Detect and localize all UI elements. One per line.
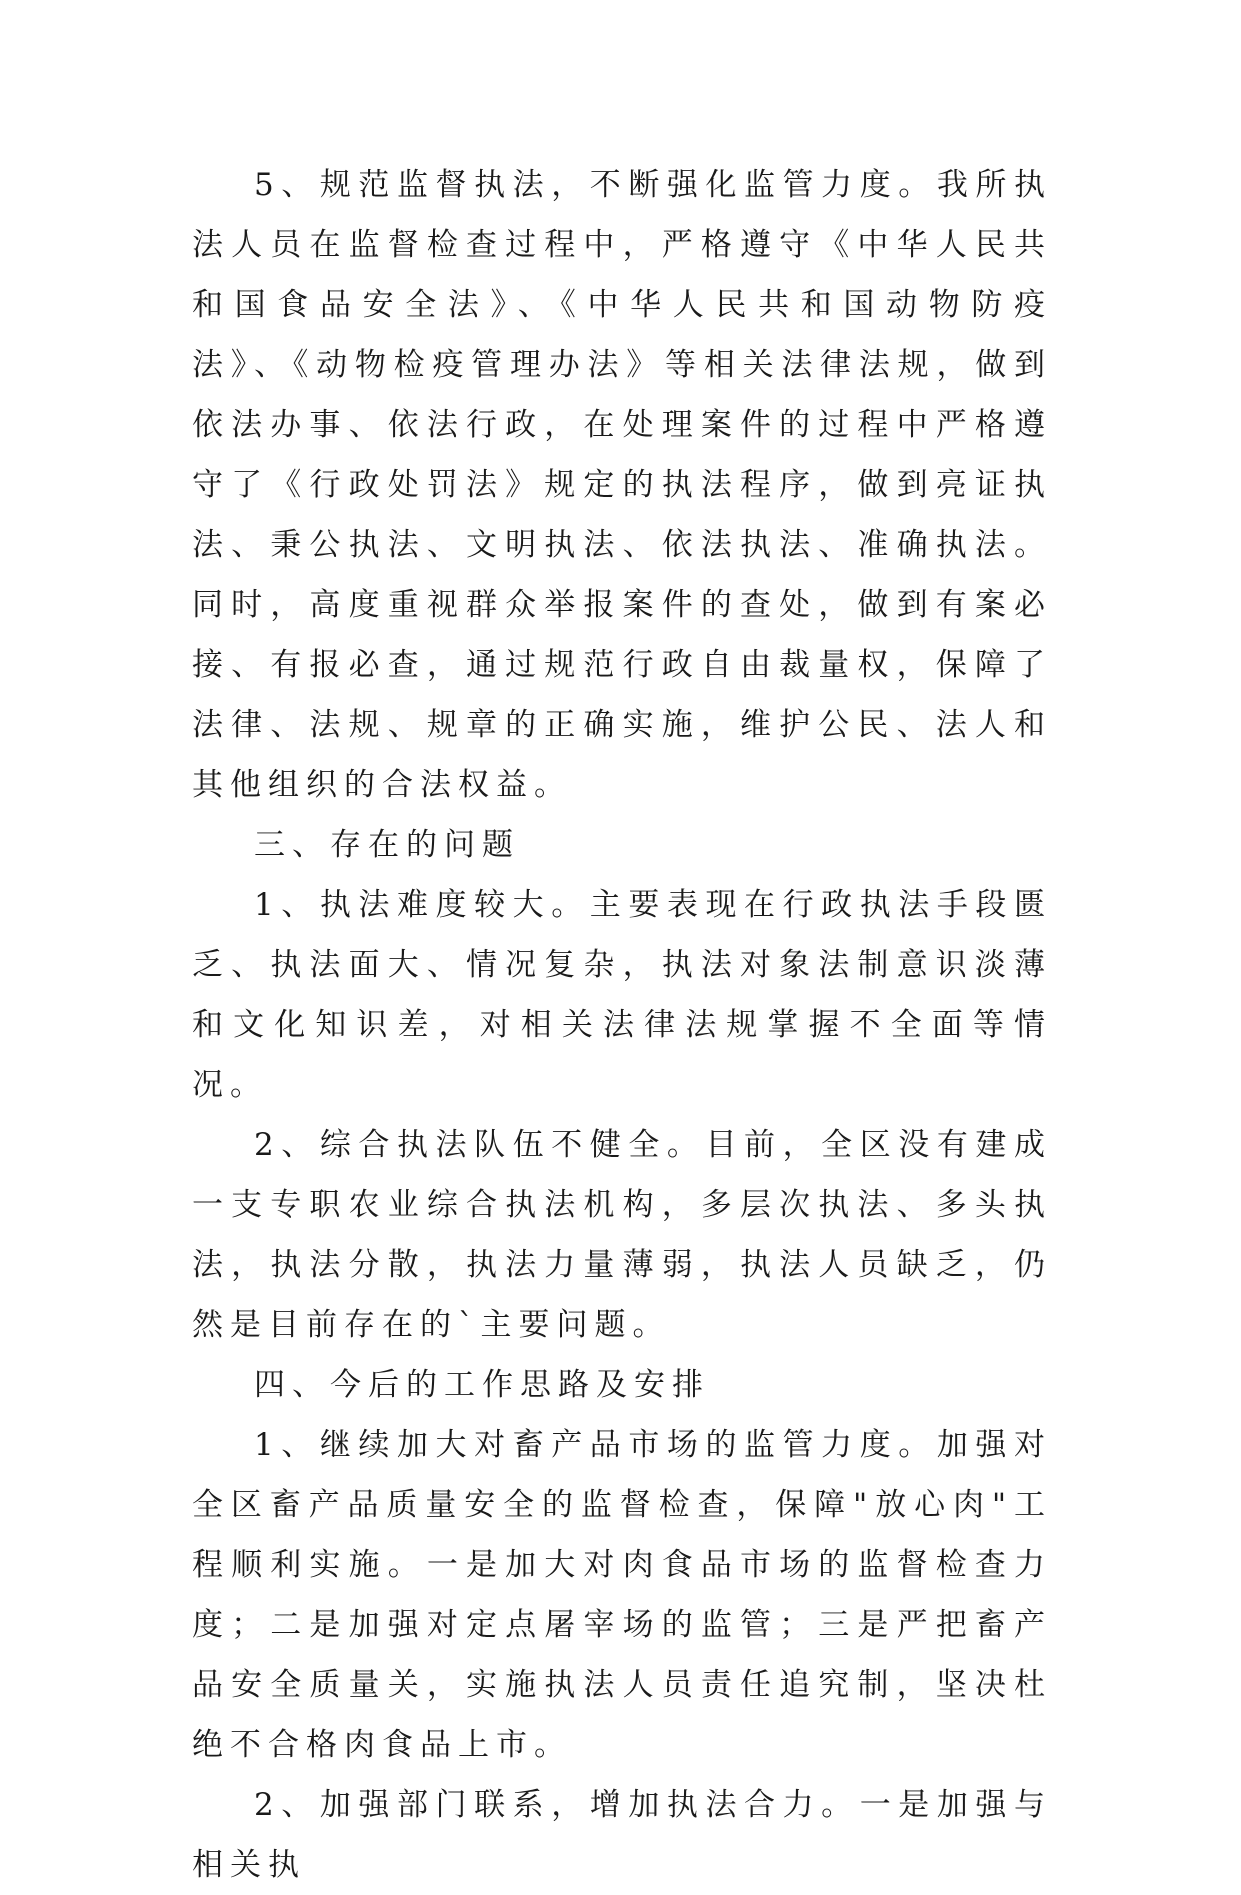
paragraph-supervision-enforcement: 5、规范监督执法，不断强化监管力度。我所执法人员在监督检查过程中，严格遵守《中华人民共和国食品安全法》、《中华人民共和国动物防疫法》、《动物检疫管理办法》等相关法律法规，做到依法办事、依法行政，在处理案件的过程中严格遵守了《行政处罚法》规定的执法程序，做到亮证执法、秉公执法、文明执法、依法执法、准确执法。同时，高度重视群众举报案件的查处，做到有案必接、有报必查，通过规范行政自由裁量权，保障了法律、法规、规章的正确实施，维护公民、法人和其他组织的合法权益。 <box>192 167 1052 803</box>
heading-existing-problems: 三、存在的问题 <box>254 827 520 863</box>
document-body <box>192 155 1052 1895</box>
paragraph-department-cooperation: 2、加强部门联系，增加执法合力。一是加强与相关执 <box>192 1787 1052 1883</box>
heading-future-plans: 四、今后的工作思路及安排 <box>254 1367 710 1403</box>
paragraph-enforcement-difficulty: 1、执法难度较大。主要表现在行政执法手段匮乏、执法面大、情况复杂，执法对象法制意识淡薄和文化知识差，对相关法律法规掌握不全面等情况。 <box>192 887 1052 1103</box>
paragraph-market-supervision: 1、继续加大对畜产品市场的监管力度。加强对全区畜产品质量安全的监督检查，保障"放心肉"工程顺利实施。一是加大对肉食品市场的监督检查力度；二是加强对定点屠宰场的监管；三是严把畜产品安全质量关，实施执法人员责任追究制，坚决杜绝不合格肉食品上市。 <box>192 1427 1052 1763</box>
paragraph-enforcement-team: 2、综合执法队伍不健全。目前，全区没有建成一支专职农业综合执法机构，多层次执法、多头执法，执法分散，执法力量薄弱，执法人员缺乏，仍然是目前存在的`主要问题。 <box>192 1127 1052 1343</box>
